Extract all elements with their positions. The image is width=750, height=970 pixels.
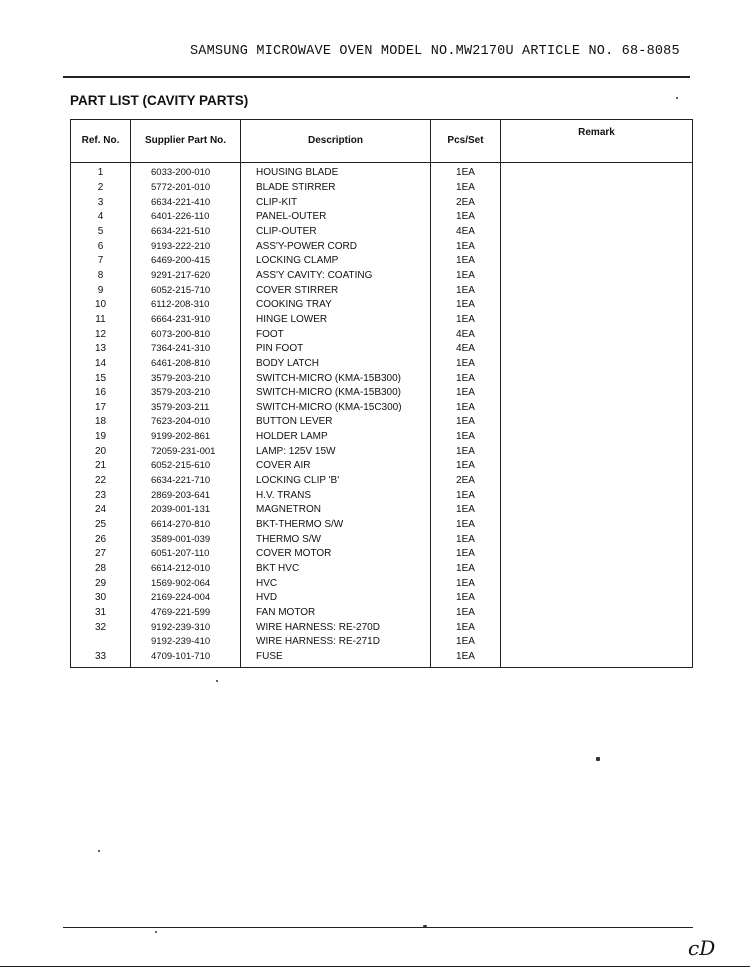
ref-cell: 29 [71,576,131,591]
description-cell: HINGE LOWER [241,313,431,328]
remark-cell [501,401,693,416]
remark-cell [501,444,693,459]
part-no-cell: 9291-217-620 [131,269,241,284]
description-cell: HVD [241,591,431,606]
part-no-cell: 9192-239-310 [131,620,241,635]
parts-table [70,119,693,668]
pcs-cell: 1EA [431,576,501,591]
pcs-cell: 1EA [431,444,501,459]
pcs-cell: 1EA [431,163,501,181]
scan-speck [155,931,157,933]
description-cell: COVER STIRRER [241,283,431,298]
ref-cell: 33 [71,650,131,668]
pcs-cell: 1EA [431,298,501,313]
description-cell: BKT-THERMO S/W [241,518,431,533]
description-cell: LOCKING CLIP 'B' [241,474,431,489]
pcs-cell: 1EA [431,518,501,533]
document-header: SAMSUNG MICROWAVE OVEN MODEL NO.MW2170U ARTICLE NO. 68-8085 [190,44,680,59]
table-row [71,254,693,269]
remark-cell [501,635,693,650]
pcs-cell: 1EA [431,313,501,328]
remark-cell [501,342,693,357]
description-cell: HOLDER LAMP [241,430,431,445]
remark-cell [501,327,693,342]
scan-speck [216,680,218,682]
pcs-cell: 1EA [431,401,501,416]
pcs-cell: 1EA [431,635,501,650]
pcs-cell: 1EA [431,357,501,372]
table-row [71,313,693,328]
part-no-cell: 6052-215-710 [131,283,241,298]
remark-cell [501,163,693,181]
ref-cell: 24 [71,503,131,518]
remark-cell [501,269,693,284]
ref-cell: 6 [71,239,131,254]
part-no-cell: 6461-208-810 [131,357,241,372]
part-no-cell: 2169-224-004 [131,591,241,606]
description-cell: SWITCH-MICRO (KMA-15C300) [241,401,431,416]
col-part-no-header: Supplier Part No. [131,120,241,163]
table-row [71,488,693,503]
description-cell: COVER AIR [241,459,431,474]
remark-cell [501,195,693,210]
description-cell: FUSE [241,650,431,668]
ref-cell: 1 [71,163,131,181]
pcs-cell: 1EA [431,606,501,621]
remark-cell [501,181,693,196]
pcs-cell: 1EA [431,532,501,547]
ref-cell: 2 [71,181,131,196]
remark-cell [501,518,693,533]
part-no-cell: 4769-221-599 [131,606,241,621]
part-no-cell: 6634-221-710 [131,474,241,489]
part-no-cell: 6051-207-110 [131,547,241,562]
remark-cell [501,562,693,577]
part-no-cell: 6052-215-610 [131,459,241,474]
ref-cell: 19 [71,430,131,445]
remark-cell [501,650,693,668]
part-no-cell: 6401-226-110 [131,210,241,225]
table-row [71,342,693,357]
description-cell: FAN MOTOR [241,606,431,621]
ref-cell: 15 [71,371,131,386]
description-cell: SWITCH-MICRO (KMA-15B300) [241,386,431,401]
scan-speck [596,757,600,761]
remark-cell [501,532,693,547]
pcs-cell: 1EA [431,488,501,503]
table-row [71,547,693,562]
ref-cell: 21 [71,459,131,474]
part-no-cell: 3579-203-210 [131,386,241,401]
remark-cell [501,386,693,401]
ref-cell: 23 [71,488,131,503]
part-no-cell: 7364-241-310 [131,342,241,357]
table-row [71,210,693,225]
pcs-cell: 1EA [431,239,501,254]
description-cell: CLIP-OUTER [241,225,431,240]
pcs-cell: 1EA [431,650,501,668]
pcs-cell: 1EA [431,269,501,284]
table-row [71,163,693,181]
ref-cell: 20 [71,444,131,459]
description-cell: BLADE STIRRER [241,181,431,196]
part-no-cell: 6614-270-810 [131,518,241,533]
pcs-cell: 1EA [431,210,501,225]
remark-cell [501,591,693,606]
table-row [71,269,693,284]
pcs-cell: 4EA [431,342,501,357]
remark-cell [501,371,693,386]
ref-cell: 28 [71,562,131,577]
description-cell: MAGNETRON [241,503,431,518]
table-row [71,635,693,650]
table-row [71,298,693,313]
ref-cell: 4 [71,210,131,225]
parts-table-body [71,163,693,668]
ref-cell: 11 [71,313,131,328]
description-cell: HOUSING BLADE [241,163,431,181]
ref-cell: 14 [71,357,131,372]
pcs-cell: 1EA [431,503,501,518]
ref-cell: 32 [71,620,131,635]
pcs-cell: 1EA [431,371,501,386]
pcs-cell: 2EA [431,474,501,489]
pcs-cell: 1EA [431,254,501,269]
description-cell: PIN FOOT [241,342,431,357]
table-row [71,357,693,372]
part-no-cell: 72059-231-001 [131,444,241,459]
part-no-cell: 5772-201-010 [131,181,241,196]
ref-cell: 10 [71,298,131,313]
table-row [71,620,693,635]
ref-cell [71,635,131,650]
pcs-cell: 1EA [431,181,501,196]
table-row [71,283,693,298]
part-no-cell: 6664-231-910 [131,313,241,328]
header-divider [63,76,690,78]
table-row [71,503,693,518]
footer-divider [63,927,693,928]
part-no-cell: 4709-101-710 [131,650,241,668]
ref-cell: 25 [71,518,131,533]
page-bottom-edge [0,966,750,967]
part-no-cell: 9192-239-410 [131,635,241,650]
remark-cell [501,620,693,635]
remark-cell [501,239,693,254]
part-no-cell: 6469-200-415 [131,254,241,269]
description-cell: CLIP-KIT [241,195,431,210]
remark-cell [501,210,693,225]
table-row [71,415,693,430]
pcs-cell: 1EA [431,430,501,445]
ref-cell: 5 [71,225,131,240]
ref-cell: 12 [71,327,131,342]
table-row [71,327,693,342]
description-cell: PANEL-OUTER [241,210,431,225]
pcs-cell: 1EA [431,562,501,577]
ref-cell: 13 [71,342,131,357]
remark-cell [501,357,693,372]
remark-cell [501,430,693,445]
scan-speck [98,850,100,852]
part-no-cell: 2869-203-641 [131,488,241,503]
ref-cell: 17 [71,401,131,416]
description-cell: LOCKING CLAMP [241,254,431,269]
remark-cell [501,474,693,489]
pcs-cell: 1EA [431,415,501,430]
pcs-cell: 1EA [431,547,501,562]
handwritten-mark: cD [688,936,716,960]
description-cell: SWITCH-MICRO (KMA-15B300) [241,371,431,386]
description-cell: THERMO S/W [241,532,431,547]
table-row [71,606,693,621]
description-cell: LAMP: 125V 15W [241,444,431,459]
remark-cell [501,415,693,430]
ref-cell: 30 [71,591,131,606]
pcs-cell: 4EA [431,225,501,240]
table-row [71,532,693,547]
ref-cell: 27 [71,547,131,562]
table-row [71,444,693,459]
part-no-cell: 2039-001-131 [131,503,241,518]
part-no-cell: 3579-203-210 [131,371,241,386]
description-cell: FOOT [241,327,431,342]
remark-cell [501,298,693,313]
ref-cell: 22 [71,474,131,489]
description-cell: ASS'Y-POWER CORD [241,239,431,254]
ref-cell: 7 [71,254,131,269]
part-no-cell: 3579-203-211 [131,401,241,416]
description-cell: WIRE HARNESS: RE-271D [241,635,431,650]
table-row [71,650,693,668]
description-cell: H.V. TRANS [241,488,431,503]
remark-cell [501,503,693,518]
ref-cell: 16 [71,386,131,401]
description-cell: COOKING TRAY [241,298,431,313]
description-cell: WIRE HARNESS: RE-270D [241,620,431,635]
part-no-cell: 9193-222-210 [131,239,241,254]
remark-cell [501,459,693,474]
remark-cell [501,488,693,503]
part-no-cell: 9199-202-861 [131,430,241,445]
part-no-cell: 6112-208-310 [131,298,241,313]
col-pcs-header: Pcs/Set [431,120,501,163]
table-row [71,195,693,210]
remark-cell [501,225,693,240]
scan-speck [676,97,678,99]
part-no-cell: 1569-902-064 [131,576,241,591]
description-cell: BKT HVC [241,562,431,577]
part-no-cell: 6634-221-410 [131,195,241,210]
description-cell: BUTTON LEVER [241,415,431,430]
ref-cell: 3 [71,195,131,210]
table-row [71,225,693,240]
remark-cell [501,254,693,269]
description-cell: HVC [241,576,431,591]
part-no-cell: 6073-200-810 [131,327,241,342]
col-description-header: Description [241,120,431,163]
part-no-cell: 6614-212-010 [131,562,241,577]
table-header-row [71,120,693,163]
table-row [71,518,693,533]
col-ref-header: Ref. No. [71,120,131,163]
description-cell: ASS'Y CAVITY: COATING [241,269,431,284]
table-row [71,430,693,445]
pcs-cell: 1EA [431,620,501,635]
part-no-cell: 6634-221-510 [131,225,241,240]
remark-cell [501,576,693,591]
table-row [71,591,693,606]
col-remark-header: Remark [501,120,693,163]
part-no-cell: 6033-200-010 [131,163,241,181]
table-row [71,474,693,489]
page-title: PART LIST (CAVITY PARTS) [70,93,249,108]
pcs-cell: 2EA [431,195,501,210]
remark-cell [501,606,693,621]
pcs-cell: 1EA [431,283,501,298]
table-row [71,576,693,591]
remark-cell [501,283,693,298]
pcs-cell: 1EA [431,459,501,474]
remark-cell [501,547,693,562]
table-row [71,562,693,577]
pcs-cell: 1EA [431,386,501,401]
scan-speck [423,925,427,927]
ref-cell: 31 [71,606,131,621]
table-row [71,239,693,254]
pcs-cell: 1EA [431,591,501,606]
table-row [71,181,693,196]
part-no-cell: 3589-001-039 [131,532,241,547]
ref-cell: 18 [71,415,131,430]
remark-cell [501,313,693,328]
part-no-cell: 7623-204-010 [131,415,241,430]
table-row [71,371,693,386]
ref-cell: 26 [71,532,131,547]
ref-cell: 9 [71,283,131,298]
table-row [71,386,693,401]
table-row [71,459,693,474]
description-cell: BODY LATCH [241,357,431,372]
table-row [71,401,693,416]
ref-cell: 8 [71,269,131,284]
description-cell: COVER MOTOR [241,547,431,562]
pcs-cell: 4EA [431,327,501,342]
